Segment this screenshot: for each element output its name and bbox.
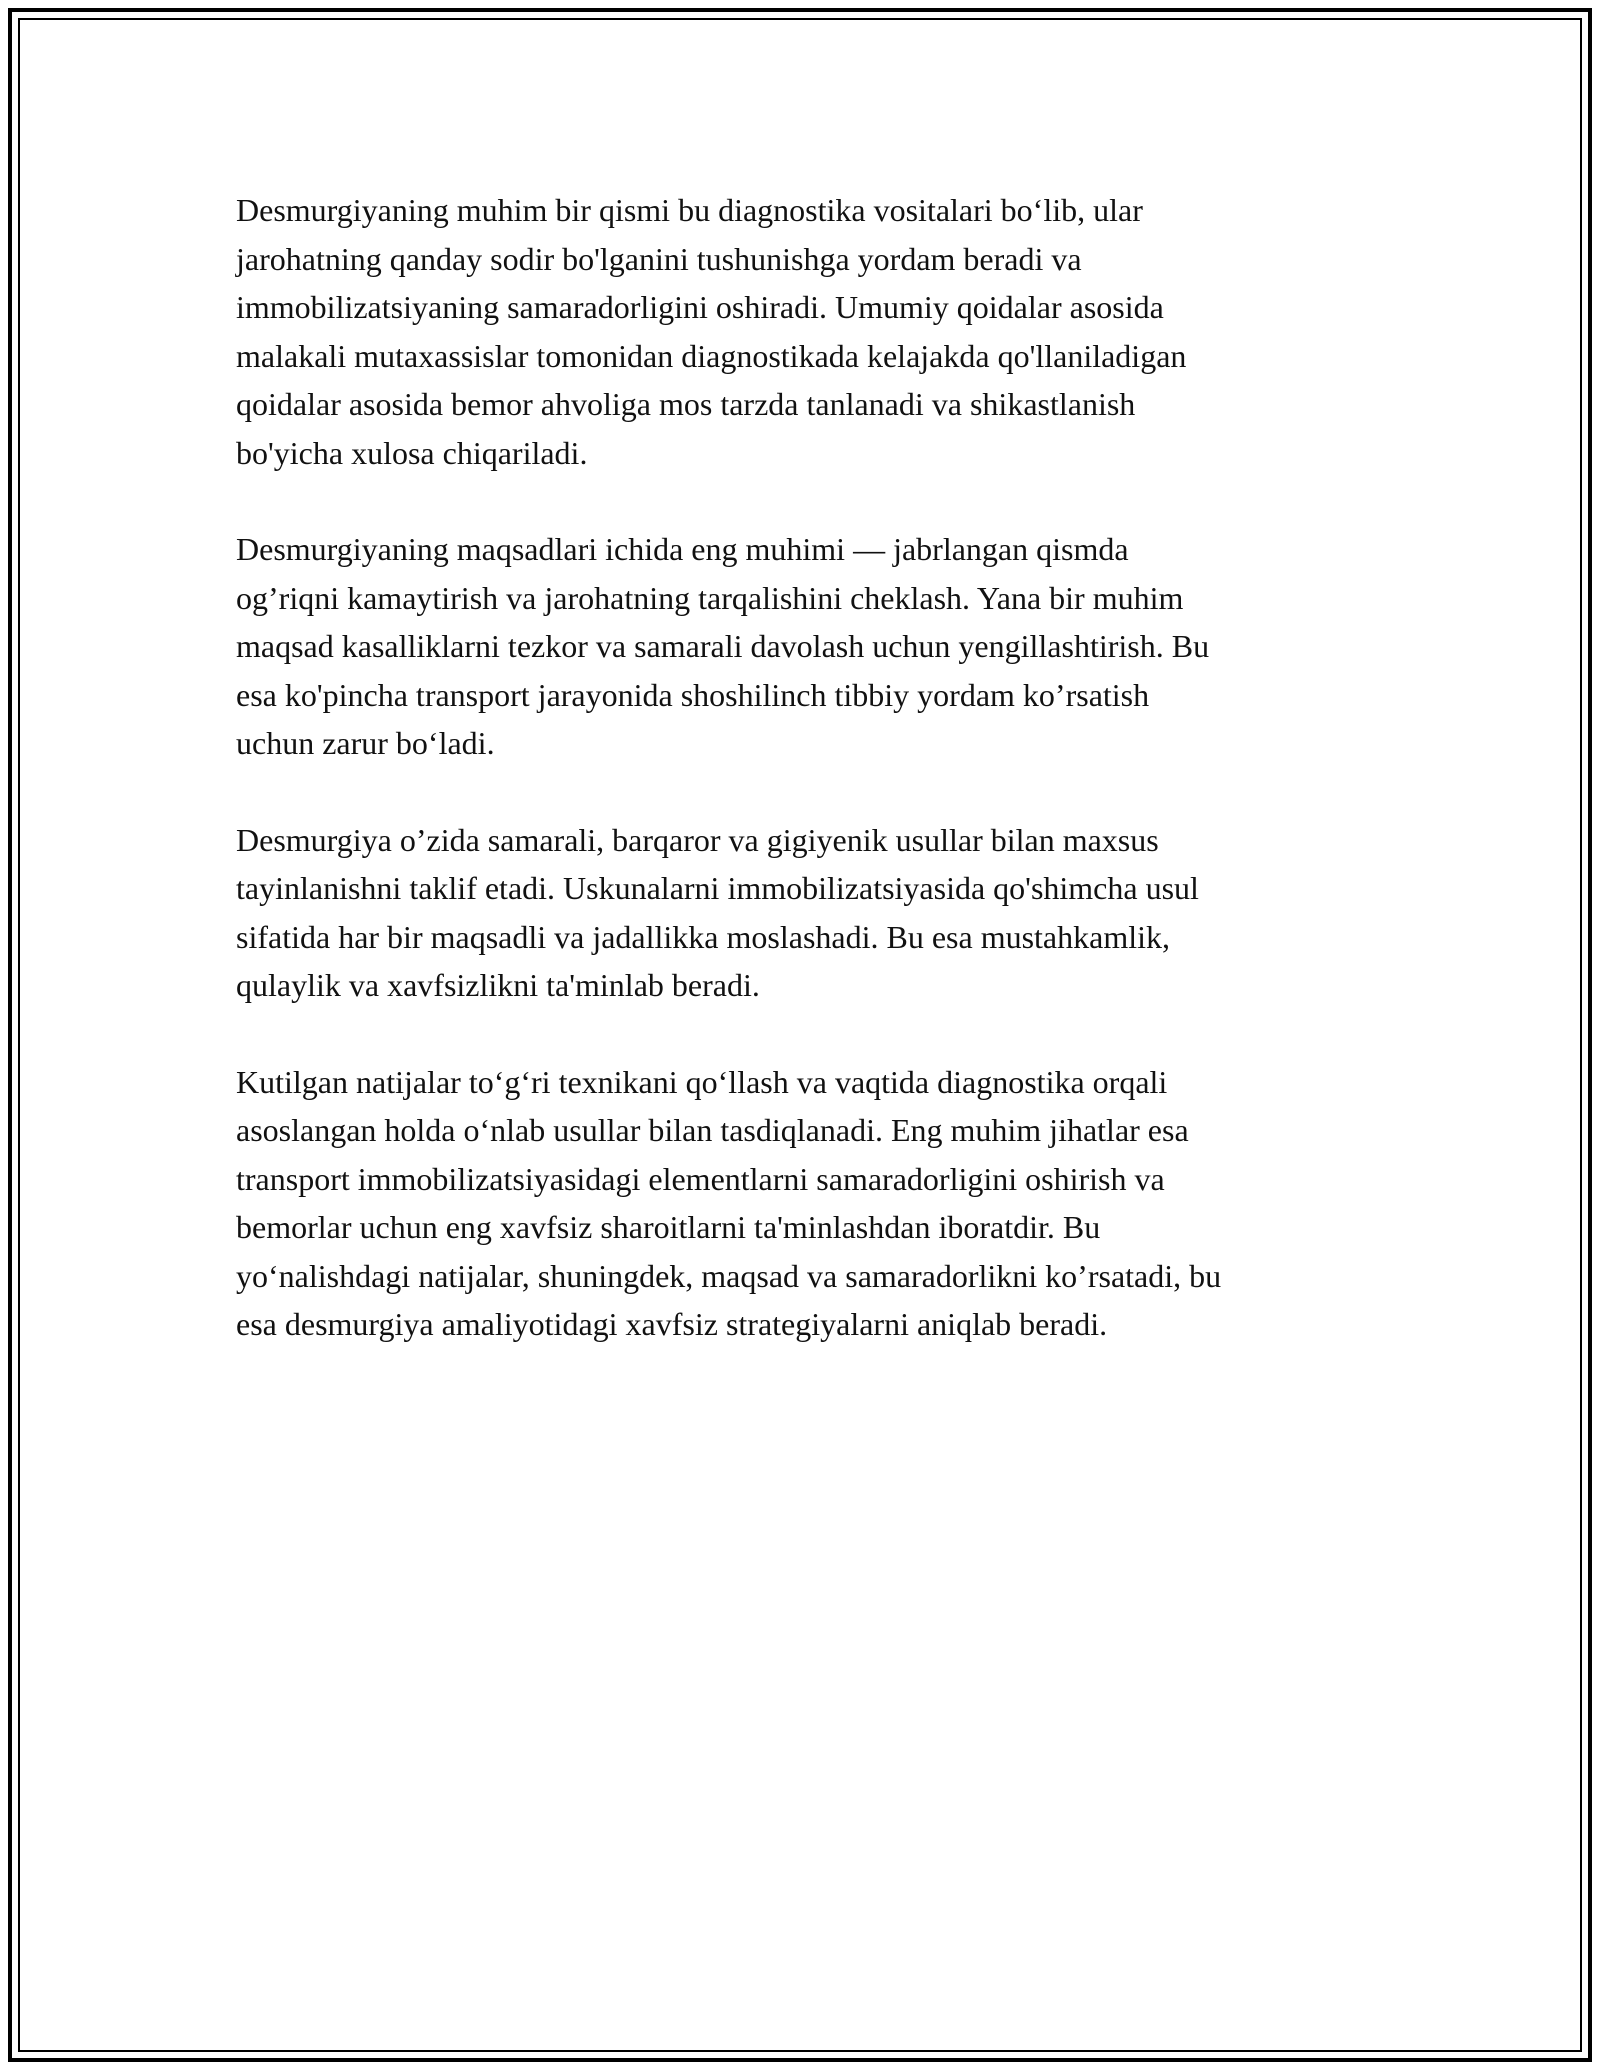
- text-line: bemorlar uchun eng xavfsiz sharoitlarni ta'minlashdan iboratdir. Bu: [236, 1209, 1101, 1245]
- text-line: asoslangan holda o‘nlab usullar bilan tasdiqlanadi. Eng muhim jihatlar esa: [236, 1112, 1189, 1148]
- text-line: uchun zarur bo‘ladi.: [236, 725, 495, 761]
- text-line: qoidalar asosida bemor ahvoliga mos tarzda tanlanadi va shikastlanish: [236, 386, 1136, 422]
- text-line: esa desmurgiya amaliyotidagi xavfsiz strategiyalarni aniqlab beradi.: [236, 1306, 1108, 1342]
- text-line: tayinlanishni taklif etadi. Uskunalarni immobilizatsiyasida qo'shimcha usul: [236, 870, 1199, 906]
- text-line: esa ko'pincha transport jarayonida shoshilinch tibbiy yordam ko’rsatish: [236, 676, 1150, 713]
- text-line: Desmurgiyaning muhim bir qismi bu diagnostika vositalari bo‘lib, ular: [236, 192, 1143, 228]
- text-line: Kutilgan natijalar to‘g‘ri texnikani qo‘llash va vaqtida diagnostika orqali: [236, 1063, 1168, 1100]
- text-line: sifatida har bir maqsadli va jadallikka moslashadi. Bu esa mustahkamlik,: [236, 918, 1170, 955]
- text-line: jarohatning qanday sodir bo'lganini tushunishga yordam beradi va: [236, 240, 1082, 277]
- text-line: immobilizatsiyaning samaradorligini oshiradi. Umumiy qoidalar asosida: [236, 289, 1164, 325]
- text-line: Desmurgiya o’zida samarali, barqaror va gigiyenik usullar bilan maxsus: [236, 821, 1159, 858]
- text-line: transport immobilizatsiyasidagi elementlarni samaradorligini oshirish va: [236, 1160, 1165, 1197]
- paragraph-1: [236, 186, 1376, 477]
- paragraph-2: [236, 525, 1376, 768]
- paragraph-3: [236, 816, 1376, 1010]
- text-line: malakali mutaxassislar tomonidan diagnostikada kelajakda qo'llaniladigan: [236, 337, 1187, 374]
- text-line: maqsad kasalliklarni tezkor va samarali davolash uchun yengillashtirish. Bu: [236, 628, 1210, 664]
- text-line: yo‘nalishdagi natijalar, shuningdek, maqsad va samaradorlikni ko’rsatadi, bu: [236, 1257, 1222, 1294]
- text-line: qulaylik va xavfsizlikni ta'minlab beradi.: [236, 967, 760, 1003]
- paragraph-4: [236, 1058, 1376, 1349]
- text-line: bo'yicha xulosa chiqariladi.: [236, 434, 588, 471]
- text-line: og’riqni kamaytirish va jarohatning tarqalishini cheklash. Yana bir muhim: [236, 579, 1184, 616]
- text-line: Desmurgiyaning maqsadlari ichida eng muhimi — jabrlangan qismda: [236, 531, 1129, 567]
- document-body: [236, 186, 1376, 1397]
